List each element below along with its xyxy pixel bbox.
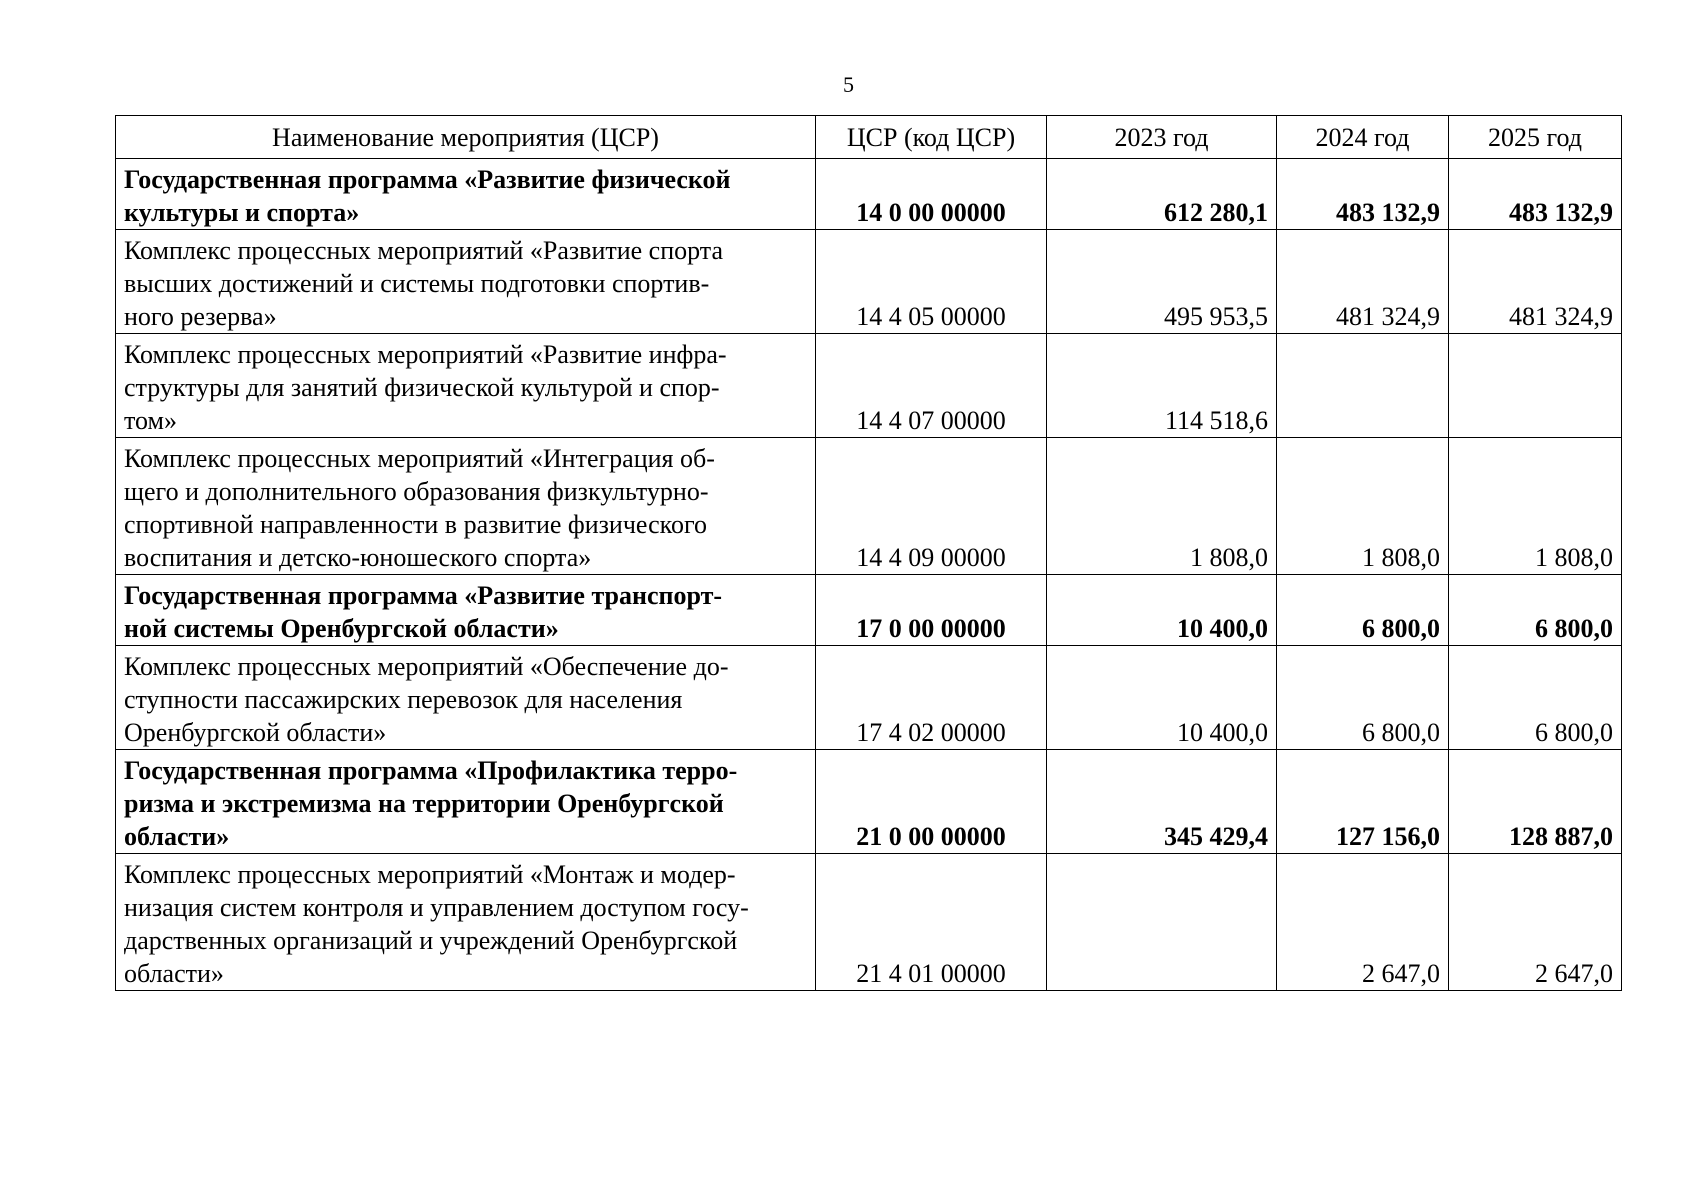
row-2023-cell — [1047, 854, 1277, 991]
header-2025: 2025 год — [1449, 116, 1622, 159]
table-row — [116, 854, 1622, 991]
row-name-line: ной системы Оренбургской области» — [124, 614, 559, 643]
row-name-line: высших достижений и системы подготовки спортив- — [124, 269, 710, 298]
header-2023: 2023 год — [1047, 116, 1277, 159]
row-2023-cell: 114 518,6 — [1047, 334, 1277, 438]
row-2024-cell: 6 800,0 — [1277, 646, 1449, 750]
row-name-line: Оренбургской области» — [124, 718, 387, 747]
row-name-line: низация систем контроля и управлением доступом госу- — [124, 893, 749, 922]
row-2023-cell: 10 400,0 — [1047, 575, 1277, 646]
row-name-line: области» — [124, 959, 224, 988]
row-name-cell — [116, 750, 816, 854]
row-2025-cell: 6 800,0 — [1449, 646, 1622, 750]
header-code: ЦСР (код ЦСР) — [816, 116, 1047, 159]
row-name-line: области» — [124, 822, 230, 851]
header-2024: 2024 год — [1277, 116, 1449, 159]
row-name-line: том» — [124, 406, 177, 435]
row-name-cell — [116, 854, 816, 991]
row-name-line: Комплекс процессных мероприятий «Обеспечение до- — [124, 652, 729, 681]
row-name-line: дарственных организаций и учреждений Оренбургской — [124, 926, 738, 955]
row-name-line: ризма и экстремизма на территории Оренбургской — [124, 789, 724, 818]
row-2023-cell: 345 429,4 — [1047, 750, 1277, 854]
program-row — [116, 575, 1622, 646]
row-code-cell: 14 4 09 00000 — [816, 438, 1047, 575]
row-2025-cell: 6 800,0 — [1449, 575, 1622, 646]
table-row — [116, 438, 1622, 575]
row-code-cell: 21 4 01 00000 — [816, 854, 1047, 991]
row-name-line: Комплекс процессных мероприятий «Развитие инфра- — [124, 340, 727, 369]
row-code-cell: 17 0 00 00000 — [816, 575, 1047, 646]
table-header-row — [116, 116, 1622, 159]
row-name-line: ступности пассажирских перевозок для населения — [124, 685, 683, 714]
row-name-cell — [116, 230, 816, 334]
row-name-cell — [116, 438, 816, 575]
row-name-cell — [116, 575, 816, 646]
row-2023-cell: 612 280,1 — [1047, 159, 1277, 230]
row-code-cell: 14 0 00 00000 — [816, 159, 1047, 230]
row-name-line: спортивной направленности в развитие физического — [124, 510, 707, 539]
row-name-line: структуры для занятий физической культурой и спор- — [124, 373, 720, 402]
row-name-line: воспитания и детско-юношеского спорта» — [124, 543, 592, 572]
budget-table — [115, 115, 1622, 991]
row-code-cell: 17 4 02 00000 — [816, 646, 1047, 750]
table-row — [116, 334, 1622, 438]
row-2024-cell: 6 800,0 — [1277, 575, 1449, 646]
row-name-line: Комплекс процессных мероприятий «Развитие спорта — [124, 236, 724, 265]
row-2024-cell: 2 647,0 — [1277, 854, 1449, 991]
page-number: 5 — [843, 72, 854, 97]
row-2025-cell: 481 324,9 — [1449, 230, 1622, 334]
row-code-cell: 14 4 07 00000 — [816, 334, 1047, 438]
row-2023-cell: 10 400,0 — [1047, 646, 1277, 750]
row-2025-cell: 2 647,0 — [1449, 854, 1622, 991]
row-2025-cell: 483 132,9 — [1449, 159, 1622, 230]
row-name-line: культуры и спорта» — [124, 198, 360, 227]
row-name-line: Комплекс процессных мероприятий «Монтаж и модер- — [124, 860, 736, 889]
program-row — [116, 159, 1622, 230]
row-code-cell: 14 4 05 00000 — [816, 230, 1047, 334]
table-body — [116, 159, 1622, 991]
table-row — [116, 230, 1622, 334]
row-2025-cell — [1449, 334, 1622, 438]
row-2025-cell: 128 887,0 — [1449, 750, 1622, 854]
row-code-cell: 21 0 00 00000 — [816, 750, 1047, 854]
row-name-line: Государственная программа «Развитие транспорт- — [124, 581, 723, 610]
row-name-cell — [116, 159, 816, 230]
row-2024-cell: 127 156,0 — [1277, 750, 1449, 854]
header-name: Наименование мероприятия (ЦСР) — [116, 116, 816, 159]
row-name-line: Государственная программа «Развитие физической — [124, 165, 731, 194]
row-name-cell — [116, 334, 816, 438]
row-2024-cell — [1277, 334, 1449, 438]
row-2023-cell: 495 953,5 — [1047, 230, 1277, 334]
program-row — [116, 750, 1622, 854]
row-name-line: Государственная программа «Профилактика терро- — [124, 756, 738, 785]
row-name-line: щего и дополнительного образования физкультурно- — [124, 477, 709, 506]
row-2024-cell: 483 132,9 — [1277, 159, 1449, 230]
row-name-cell — [116, 646, 816, 750]
table-row — [116, 646, 1622, 750]
row-2024-cell: 481 324,9 — [1277, 230, 1449, 334]
row-name-line: Комплекс процессных мероприятий «Интеграция об- — [124, 444, 715, 473]
row-2023-cell: 1 808,0 — [1047, 438, 1277, 575]
row-2025-cell: 1 808,0 — [1449, 438, 1622, 575]
row-name-line: ного резерва» — [124, 302, 277, 331]
row-2024-cell: 1 808,0 — [1277, 438, 1449, 575]
